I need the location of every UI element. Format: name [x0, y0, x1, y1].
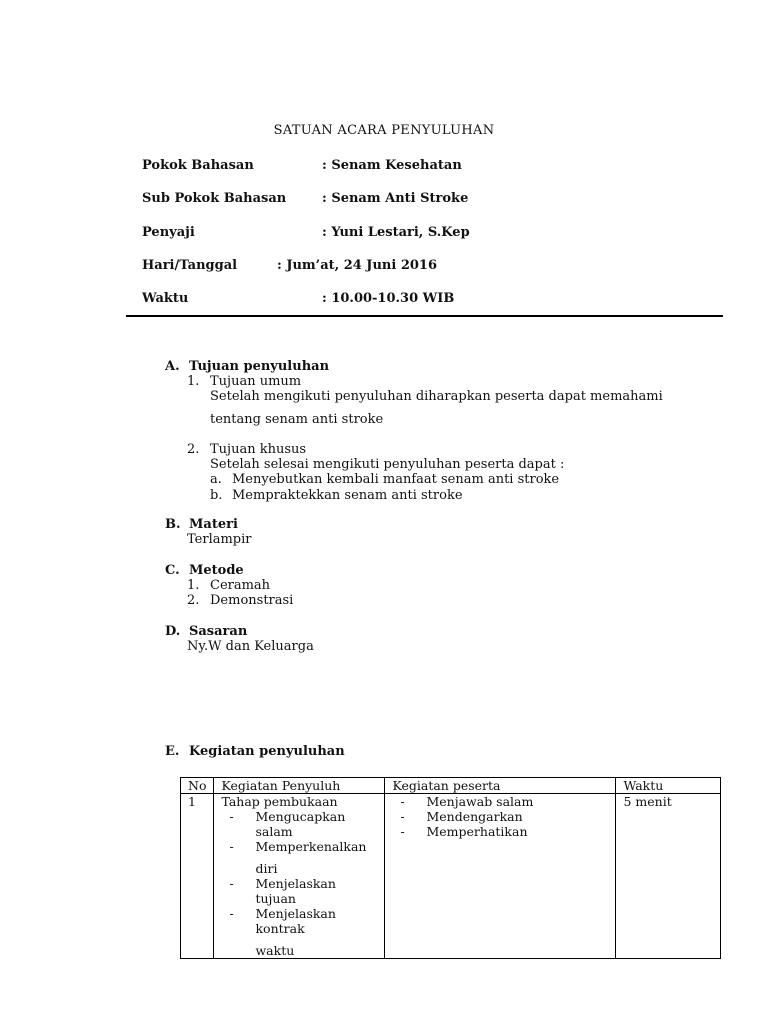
- row-kegiatan-peserta: [385, 794, 616, 959]
- section-b-letter: B.: [165, 517, 181, 532]
- header-no: No: [181, 778, 214, 794]
- dash-2: -: [229, 839, 234, 854]
- header-kegiatan-peserta: Kegiatan peserta: [385, 778, 616, 794]
- section-c-heading: [165, 563, 244, 578]
- list-item: [229, 876, 377, 906]
- dash-5: -: [400, 794, 405, 809]
- header-divider: [126, 315, 723, 317]
- section-d-title: Sasaran: [189, 624, 248, 639]
- metode-item-1: [187, 578, 270, 593]
- list-item: [229, 906, 377, 958]
- tujuan-khusus-sub-a: [210, 472, 559, 487]
- sub-pokok-bahasan-label: Sub Pokok Bahasan: [142, 191, 287, 206]
- sub-a-letter: a.: [210, 472, 222, 487]
- dash-6: -: [400, 809, 405, 824]
- dash-3: -: [229, 876, 234, 891]
- pokok-bahasan-label: Pokok Bahasan: [142, 158, 254, 173]
- materi-text: Terlampir: [187, 532, 252, 547]
- tujuan-khusus-text: Setelah selesai mengikuti penyuluhan peserta dapat :: [210, 457, 565, 472]
- list-item: [229, 839, 377, 876]
- sasaran-text: Ny.W dan Keluarga: [187, 639, 314, 654]
- tujuan-umum-label: Tujuan umum: [210, 374, 302, 389]
- section-d-heading: [165, 624, 247, 639]
- table-row: [181, 794, 721, 959]
- table-header-row: [181, 778, 721, 794]
- tujuan-khusus-label: Tujuan khusus: [210, 442, 307, 457]
- penyuluh-item-4b: waktu: [255, 943, 295, 958]
- metode-item-2: [187, 593, 293, 608]
- row-kegiatan-penyuluh: [214, 794, 385, 959]
- tahap-title: Tahap pembukaan: [221, 794, 338, 809]
- row-no: 1: [181, 794, 214, 959]
- dash-1: -: [229, 809, 234, 824]
- tujuan-khusus-item: [187, 442, 306, 457]
- waktu-value: : 10.00-10.30 WIB: [322, 291, 455, 306]
- hari-tanggal-value: : Jum’at, 24 Juni 2016: [277, 258, 438, 273]
- section-a-letter: A.: [165, 359, 180, 374]
- header-waktu: Waktu: [616, 778, 721, 794]
- tujuan-umum-text-2: tentang senam anti stroke: [210, 412, 384, 427]
- sub-pokok-bahasan-value: : Senam Anti Stroke: [322, 191, 469, 206]
- penyuluh-list: [221, 809, 377, 958]
- penyuluh-item-2b: diri: [255, 861, 278, 876]
- peserta-item-2: Mendengarkan: [426, 809, 523, 824]
- sub-b-letter: b.: [210, 488, 223, 503]
- peserta-item-3: Memperhatikan: [426, 824, 528, 839]
- list-item: [229, 809, 377, 839]
- tujuan-umum-number: 1.: [187, 374, 200, 389]
- penyaji-value: : Yuni Lestari, S.Kep: [322, 225, 470, 240]
- dash-7: -: [400, 824, 405, 839]
- kegiatan-table: [180, 777, 721, 959]
- document-title: SATUAN ACARA PENYULUHAN: [273, 123, 495, 138]
- list-item: [400, 794, 608, 809]
- section-e-title: Kegiatan penyuluhan: [189, 744, 345, 759]
- header-kegiatan-penyuluh: Kegiatan Penyuluh: [214, 778, 385, 794]
- section-c-letter: C.: [165, 563, 180, 578]
- section-c-title: Metode: [189, 563, 244, 578]
- tujuan-khusus-number: 2.: [187, 442, 200, 457]
- peserta-list: [392, 794, 608, 839]
- section-e-heading: [165, 744, 345, 759]
- dash-4: -: [229, 906, 234, 921]
- section-b-heading: [165, 517, 238, 532]
- sub-a-text: Menyebutkan kembali manfaat senam anti stroke: [232, 472, 560, 487]
- penyuluh-item-1: Mengucapkan salam: [255, 809, 346, 839]
- section-a-title: Tujuan penyuluhan: [189, 359, 330, 374]
- peserta-item-1: Menjawab salam: [426, 794, 534, 809]
- row-waktu: 5 menit: [616, 794, 721, 959]
- metode-2-number: 2.: [187, 593, 200, 608]
- list-item: [400, 824, 608, 839]
- penyaji-label: Penyaji: [142, 225, 195, 240]
- tujuan-umum-text-1: Setelah mengikuti penyuluhan diharapkan peserta dapat memahami: [210, 389, 663, 404]
- tujuan-umum-item: [187, 374, 301, 389]
- metode-1-number: 1.: [187, 578, 200, 593]
- pokok-bahasan-value: : Senam Kesehatan: [322, 158, 462, 173]
- section-b-title: Materi: [189, 517, 238, 532]
- sub-b-text: Mempraktekkan senam anti stroke: [232, 488, 463, 503]
- waktu-label: Waktu: [142, 291, 189, 306]
- section-d-letter: D.: [165, 624, 181, 639]
- penyuluh-item-3: Menjelaskan tujuan: [255, 876, 336, 906]
- tujuan-khusus-sub-b: [210, 488, 463, 503]
- metode-1-text: Ceramah: [210, 578, 271, 593]
- penyuluh-item-4a: Menjelaskan kontrak: [255, 906, 336, 936]
- section-e-letter: E.: [165, 744, 180, 759]
- penyuluh-item-2a: Memperkenalkan: [255, 839, 367, 854]
- list-item: [400, 809, 608, 824]
- metode-2-text: Demonstrasi: [210, 593, 294, 608]
- section-a-heading: [165, 359, 329, 374]
- hari-tanggal-label: Hari/Tanggal: [142, 258, 238, 273]
